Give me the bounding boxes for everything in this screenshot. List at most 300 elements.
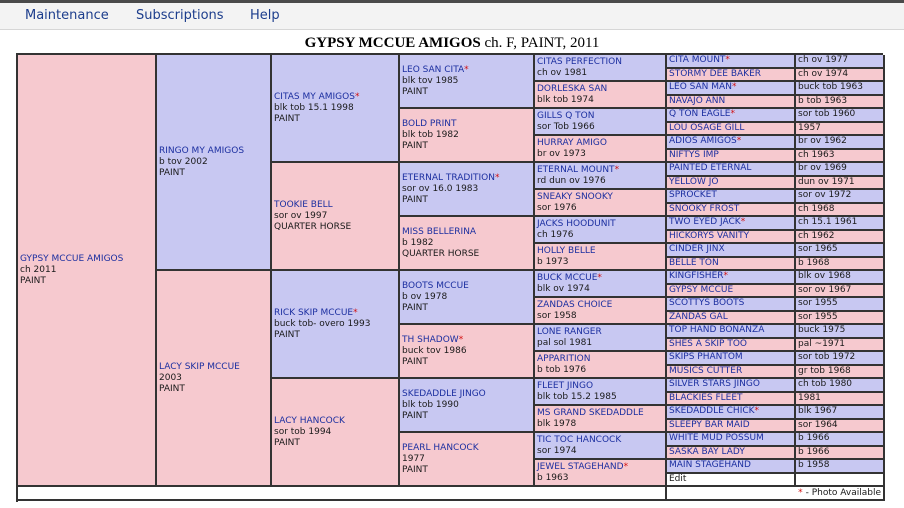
- horse-detail: ch tob 1980: [798, 379, 853, 390]
- photo-available-marker: *: [725, 55, 730, 66]
- gen5-name-cell: [667, 339, 796, 353]
- horse-name-link[interactable]: MAIN STAGEHAND: [669, 460, 751, 471]
- horse-name-link[interactable]: ETERNAL TRADITION: [402, 172, 495, 183]
- horse-detail: b 1982: [402, 237, 434, 248]
- horse-name-link[interactable]: SASKA BAY LADY: [669, 446, 745, 457]
- gen5-name-cell: [667, 366, 796, 380]
- horse-name-line: [537, 327, 663, 338]
- edit-link[interactable]: Edit: [669, 473, 687, 484]
- gen5-name-cell: [667, 460, 796, 474]
- horse-name-line: [274, 416, 396, 427]
- gen5-name-cell: [667, 433, 796, 447]
- horse-name-link[interactable]: SNEAKY SNOOKY: [537, 191, 613, 202]
- gen5-info-cell: [796, 123, 885, 137]
- pedigree-cell: [535, 406, 667, 433]
- gen5-info-cell: [796, 379, 885, 393]
- photo-available-marker: *: [740, 217, 746, 228]
- horse-detail: blk tob 15.2 1985: [537, 391, 617, 402]
- horse-name-line: [537, 192, 663, 203]
- menu-subscriptions[interactable]: Subscriptions: [136, 8, 224, 23]
- horse-name-link[interactable]: PAINTED ETERNAL: [669, 163, 752, 174]
- horse-name-link[interactable]: TOP HAND BONANZA: [669, 325, 765, 336]
- horse-name-line: [669, 82, 792, 93]
- horse-name-link[interactable]: ZANDAS CHOICE: [537, 299, 613, 310]
- horse-name-line: [669, 298, 792, 309]
- pedigree-cell: [400, 379, 535, 433]
- horse-name-line: [669, 393, 792, 404]
- gen5-name-cell: [667, 177, 796, 191]
- gen5-name-cell: [667, 298, 796, 312]
- horse-detail: sor ov 1967: [798, 284, 852, 295]
- horse-name-link[interactable]: NIFTYS IMP: [669, 149, 719, 160]
- horse-detail: QUARTER HORSE: [402, 248, 480, 259]
- gen5-info-cell: [796, 352, 885, 366]
- horse-detail: pal sol 1981: [537, 337, 593, 348]
- horse-detail: blk ov 1968: [798, 271, 851, 282]
- gen5-info-cell: [796, 109, 885, 123]
- horse-detail: ch 1962: [798, 230, 835, 241]
- horse-detail: b 1973: [537, 256, 569, 267]
- gen5-info-cell: [796, 420, 885, 434]
- horse-detail: sor 1965: [798, 244, 838, 255]
- horse-name-line: [669, 258, 792, 269]
- horse-name-link[interactable]: GYPSY MCCUE: [669, 284, 734, 295]
- gen5-info-cell: [796, 325, 885, 339]
- pedigree-cell: [535, 298, 667, 325]
- horse-detail: b tob 1976: [537, 364, 587, 375]
- gen5-info-cell: [796, 244, 885, 258]
- horse-detail: br ov 1962: [798, 136, 847, 147]
- gen5-info-cell: [796, 231, 885, 245]
- pedigree-cell: [535, 217, 667, 244]
- horse-detail: 2003: [159, 372, 182, 383]
- horse-name-link[interactable]: WHITE MUD POSSUM: [669, 433, 764, 444]
- pedigree-cell: [535, 271, 667, 298]
- horse-name-line: [669, 460, 792, 471]
- subject-cell: [18, 55, 157, 487]
- pedigree-cell: [400, 271, 535, 325]
- horse-name-link[interactable]: SCOTTYS BOOTS: [669, 298, 745, 309]
- gen5-name-cell: [667, 96, 796, 110]
- horse-name-line: [669, 420, 792, 431]
- pedigree-cell: [272, 163, 400, 271]
- horse-name-link[interactable]: LACY HANCOCK: [274, 415, 345, 426]
- horse-name-line: [669, 55, 792, 66]
- edit-cell: [667, 474, 796, 488]
- horse-name-line: [669, 136, 792, 147]
- gen5-name-cell: [667, 150, 796, 164]
- gen5-name-cell: [667, 393, 796, 407]
- pedigree-cell: [535, 136, 667, 163]
- horse-name-line: [274, 308, 396, 319]
- horse-name-line: [537, 408, 663, 419]
- horse-name-link[interactable]: SLEEPY BAR MAID: [669, 419, 750, 430]
- pedigree-cell: [400, 109, 535, 163]
- horse-name-link[interactable]: PEARL HANCOCK: [402, 442, 479, 453]
- title-details: ch. F, PAINT, 2011: [480, 35, 600, 51]
- horse-name-link[interactable]: SHES A SKIP TOO: [669, 338, 747, 349]
- pedigree-cell: [535, 433, 667, 460]
- pedigree-cell: [272, 55, 400, 163]
- horse-name-line: [669, 69, 792, 80]
- horse-name-link[interactable]: HICKORYS VANITY: [669, 230, 750, 241]
- photo-available-marker: *: [614, 164, 620, 175]
- photo-available-marker: *: [754, 406, 760, 417]
- horse-detail: PAINT: [402, 194, 428, 205]
- horse-detail: blk tob 1990: [402, 399, 459, 410]
- horse-name-link[interactable]: MUSICS CUTTER: [669, 365, 743, 376]
- gen5-info-cell: [796, 190, 885, 204]
- horse-name-link[interactable]: CITAS PERFECTION: [537, 56, 622, 67]
- horse-name-line: [274, 200, 396, 211]
- horse-name-line: [402, 119, 531, 130]
- horse-name-line: [402, 335, 531, 346]
- pedigree-cell: [157, 271, 272, 487]
- photo-available-marker: *: [458, 334, 464, 345]
- horse-name-line: [402, 65, 531, 76]
- gen5-name-cell: [667, 123, 796, 137]
- horse-name-link[interactable]: GILLS Q TON: [537, 110, 595, 121]
- horse-detail: b 1963: [537, 472, 569, 483]
- horse-detail: pal ~1971: [798, 338, 846, 349]
- gen5-info-cell: [796, 298, 885, 312]
- horse-name-link[interactable]: CITA MOUNT: [669, 55, 726, 66]
- pedigree-cell: [400, 433, 535, 487]
- horse-name-line: [669, 366, 792, 377]
- horse-detail: PAINT: [402, 464, 428, 475]
- horse-name-link[interactable]: SKEDADDLE JINGO: [402, 388, 486, 399]
- gen5-name-cell: [667, 258, 796, 272]
- horse-name-link[interactable]: YELLOW JO: [669, 176, 719, 187]
- title-horse-name: GYPSY MCCUE AMIGOS: [304, 35, 481, 51]
- gen5-name-cell: [667, 204, 796, 218]
- pedigree-cell: [272, 271, 400, 379]
- gen5-name-cell: [667, 420, 796, 434]
- pedigree-cell: [535, 82, 667, 109]
- menu-help[interactable]: Help: [250, 8, 280, 23]
- horse-name-link[interactable]: LONE RANGER: [537, 326, 602, 337]
- horse-detail: blk ov 1974: [537, 283, 590, 294]
- horse-name-line: [669, 352, 792, 363]
- gen5-name-cell: [667, 271, 796, 285]
- horse-name-line: [537, 300, 663, 311]
- horse-name-line: [537, 273, 663, 284]
- photo-available-marker: *: [494, 172, 500, 183]
- horse-detail: br ov 1973: [537, 148, 586, 159]
- horse-name-link[interactable]: CITAS MY AMIGOS: [274, 91, 355, 102]
- horse-name-line: [669, 325, 792, 336]
- horse-name-link[interactable]: SPROCKET: [669, 190, 717, 201]
- gen5-name-cell: [667, 163, 796, 177]
- horse-name-link[interactable]: Q TON EAGLE: [669, 109, 731, 120]
- horse-name-link[interactable]: SKIPS PHANTOM: [669, 352, 743, 363]
- horse-detail: sor 1958: [537, 310, 577, 321]
- horse-name-line: [402, 173, 531, 184]
- horse-detail: sor ov 16.0 1983: [402, 183, 479, 194]
- horse-name-line: [537, 111, 663, 122]
- horse-name-link[interactable]: ZANDAS GAL: [669, 311, 728, 322]
- horse-name-line: [669, 96, 792, 107]
- horse-name-link[interactable]: CINDER JINX: [669, 244, 725, 255]
- gen5-info-cell: [796, 460, 885, 474]
- horse-name-line: [669, 109, 792, 120]
- horse-name-link[interactable]: LEO SAN CITA: [402, 64, 465, 75]
- horse-detail: b tov 2002: [159, 156, 208, 167]
- pedigree-cell: [535, 352, 667, 379]
- legend-text: - Photo Available: [805, 488, 881, 498]
- horse-name-line: [669, 123, 792, 134]
- gen5-name-cell: [667, 379, 796, 393]
- horse-name-line: [669, 406, 792, 417]
- gen5-info-cell: [796, 136, 885, 150]
- gen5-name-cell: [667, 447, 796, 461]
- horse-name-link[interactable]: RINGO MY AMIGOS: [159, 145, 245, 156]
- photo-available-marker: *: [623, 461, 629, 472]
- horse-name-line: [20, 254, 153, 265]
- gen5-info-cell: [796, 339, 885, 353]
- horse-detail: ch 1968: [798, 203, 835, 214]
- horse-detail: ch ov 1974: [798, 68, 849, 79]
- horse-name-line: [537, 219, 663, 230]
- gen5-info-cell: [796, 55, 885, 69]
- horse-name-line: [402, 443, 531, 454]
- gen5-name-cell: [667, 69, 796, 83]
- horse-name-line: [669, 339, 792, 350]
- gen5-name-cell: [667, 217, 796, 231]
- horse-detail: sor 1964: [798, 419, 838, 430]
- horse-detail: b 1966: [798, 433, 830, 444]
- horse-name-link[interactable]: ADIOS AMIGOS: [669, 136, 737, 147]
- horse-detail: b ov 1978: [402, 291, 448, 302]
- horse-detail: ch 1963: [798, 149, 835, 160]
- horse-name-link[interactable]: LEO SAN MAN: [669, 82, 732, 93]
- pedigree-cell: [400, 55, 535, 109]
- horse-detail: blk tob 1982: [402, 129, 459, 140]
- horse-detail: b 1958: [798, 460, 830, 471]
- horse-detail: 1957: [798, 122, 821, 133]
- horse-name-line: [537, 138, 663, 149]
- horse-detail: sor tob 1960: [798, 109, 856, 120]
- horse-detail: ch 1976: [537, 229, 574, 240]
- horse-detail: sor ov 1997: [274, 210, 328, 221]
- horse-detail: blk tob 1974: [537, 94, 594, 105]
- gen5-info-cell: [796, 96, 885, 110]
- horse-name-line: [537, 84, 663, 95]
- gen5-name-cell: [667, 352, 796, 366]
- horse-detail: buck 1975: [798, 325, 846, 336]
- horse-name-line: [537, 354, 663, 365]
- gen5-info-cell: [796, 150, 885, 164]
- photo-available-marker: *: [353, 307, 358, 318]
- horse-detail: blk tob 15.1 1998: [274, 102, 354, 113]
- pedigree-cell: [400, 217, 535, 271]
- pedigree-cell: [535, 55, 667, 82]
- photo-available-marker: *: [730, 109, 735, 120]
- horse-detail: sor 1955: [798, 311, 838, 322]
- horse-name-link[interactable]: SKEDADDLE CHICK: [669, 406, 755, 417]
- horse-detail: ch 15.1 1961: [798, 217, 858, 228]
- horse-name-link[interactable]: LOU OSAGE GILL: [669, 122, 745, 133]
- horse-name-link[interactable]: GYPSY MCCUE AMIGOS: [20, 253, 124, 264]
- horse-detail: buck tov 1986: [402, 345, 467, 356]
- photo-available-marker: *: [354, 91, 360, 102]
- horse-name-link[interactable]: TWO EYED JACK: [669, 217, 741, 228]
- horse-name-line: [402, 389, 531, 400]
- horse-name-link[interactable]: SILVER STARS JINGO: [669, 379, 760, 390]
- horse-name-line: [669, 379, 792, 390]
- horse-name-link[interactable]: BOOTS MCCUE: [402, 280, 469, 291]
- menu-maintenance[interactable]: Maintenance: [25, 8, 109, 23]
- horse-detail: 1977: [402, 453, 425, 464]
- horse-name-line: [537, 381, 663, 392]
- pedigree-cell: [535, 244, 667, 271]
- horse-name-link[interactable]: APPARITION: [537, 353, 591, 364]
- horse-detail: blk 1967: [798, 406, 838, 417]
- horse-name-line: [669, 312, 792, 323]
- horse-detail: PAINT: [402, 410, 428, 421]
- legend-marker: *: [798, 488, 803, 498]
- horse-name-link[interactable]: NAVAJO ANN: [669, 95, 726, 106]
- gen5-name-cell: [667, 285, 796, 299]
- horse-name-line: [669, 285, 792, 296]
- pedigree-cell: [535, 163, 667, 190]
- photo-available-marker: *: [731, 82, 737, 93]
- page-title: [0, 35, 904, 52]
- horse-name-link[interactable]: RICK SKIP MCCUE: [274, 307, 354, 318]
- pedigree-cell: [535, 109, 667, 136]
- horse-detail: sor ov 1972: [798, 190, 852, 201]
- horse-name-line: [669, 163, 792, 174]
- gen5-info-cell: [796, 271, 885, 285]
- horse-name-link[interactable]: BOLD PRINT: [402, 118, 457, 129]
- horse-name-link[interactable]: DORLESKA SAN: [537, 83, 608, 94]
- gen5-info-cell: [796, 204, 885, 218]
- pedigree-cell: [400, 163, 535, 217]
- horse-detail: ch ov 1981: [537, 67, 588, 78]
- horse-detail: blk tov 1985: [402, 75, 459, 86]
- empty-cell: [796, 474, 885, 488]
- gen5-info-cell: [796, 82, 885, 96]
- gen5-info-cell: [796, 258, 885, 272]
- gen5-name-cell: [667, 231, 796, 245]
- pedigree-cell: [535, 379, 667, 406]
- horse-detail: ch ov 1977: [798, 55, 849, 66]
- horse-name-link[interactable]: HURRAY AMIGO: [537, 137, 607, 148]
- horse-name-link[interactable]: ETERNAL MOUNT: [537, 164, 615, 175]
- horse-name-line: [669, 217, 792, 228]
- horse-name-line: [537, 246, 663, 257]
- horse-name-link[interactable]: TIC TOC HANCOCK: [537, 434, 622, 445]
- horse-name-link[interactable]: STORMY DEE BAKER: [669, 68, 762, 79]
- horse-detail: QUARTER HORSE: [274, 221, 352, 232]
- horse-detail: ch 2011: [20, 264, 57, 275]
- horse-detail: gr tob 1968: [798, 365, 851, 376]
- gen5-info-cell: [796, 393, 885, 407]
- horse-name-line: [274, 92, 396, 103]
- horse-name-link[interactable]: TH SHADOW: [402, 334, 459, 345]
- horse-detail: PAINT: [159, 383, 185, 394]
- horse-name-line: [537, 165, 663, 176]
- gen5-info-cell: [796, 285, 885, 299]
- horse-detail: 1981: [798, 392, 821, 403]
- horse-name-link[interactable]: HOLLY BELLE: [537, 245, 596, 256]
- horse-name-line: [669, 177, 792, 188]
- horse-detail: buck tob 1963: [798, 82, 863, 93]
- horse-detail: PAINT: [274, 437, 300, 448]
- menu-bar: [0, 3, 904, 30]
- horse-name-line: [669, 447, 792, 458]
- horse-name-line: [669, 244, 792, 255]
- horse-detail: PAINT: [402, 140, 428, 151]
- horse-detail: b 1966: [798, 446, 830, 457]
- horse-name-link[interactable]: BUCK MCCUE: [537, 272, 598, 283]
- footer-blank: [18, 487, 667, 501]
- pedigree-cell: [157, 55, 272, 271]
- gen5-name-cell: [667, 325, 796, 339]
- horse-detail: PAINT: [159, 167, 185, 178]
- horse-name-link[interactable]: FLEET JINGO: [537, 380, 594, 391]
- horse-name-line: [669, 231, 792, 242]
- horse-name-link[interactable]: KINGFISHER: [669, 271, 724, 282]
- horse-name-line: [537, 57, 663, 68]
- gen5-name-cell: [667, 244, 796, 258]
- gen5-name-cell: [667, 55, 796, 69]
- horse-name-line: [669, 433, 792, 444]
- gen5-info-cell: [796, 217, 885, 231]
- horse-name-link[interactable]: BELLE TON: [669, 257, 719, 268]
- gen5-info-cell: [796, 366, 885, 380]
- pedigree-cell: [535, 325, 667, 352]
- pedigree-chart: [16, 53, 883, 502]
- pedigree-cell: [535, 460, 667, 487]
- horse-name-line: [402, 227, 531, 238]
- gen5-info-cell: [796, 406, 885, 420]
- horse-name-link[interactable]: BLACKIES FLEET: [669, 392, 743, 403]
- horse-name-line: [537, 462, 663, 473]
- horse-detail: br ov 1969: [798, 163, 847, 174]
- horse-name-line: [669, 204, 792, 215]
- horse-name-link[interactable]: JEWEL STAGEHAND: [537, 461, 624, 472]
- horse-name-link[interactable]: MS GRAND SKEDADDLE: [537, 407, 644, 418]
- horse-detail: dun ov 1971: [798, 176, 855, 187]
- gen5-name-cell: [667, 82, 796, 96]
- horse-name-link[interactable]: SNOOKY FROST: [669, 203, 740, 214]
- gen5-info-cell: [796, 69, 885, 83]
- gen5-name-cell: [667, 406, 796, 420]
- horse-detail: sor tob 1972: [798, 352, 856, 363]
- horse-detail: sor 1974: [537, 445, 577, 456]
- horse-detail: b tob 1963: [798, 95, 848, 106]
- horse-detail: sor 1955: [798, 298, 838, 309]
- gen5-info-cell: [796, 163, 885, 177]
- horse-detail: PAINT: [402, 356, 428, 367]
- photo-available-marker: *: [723, 271, 729, 282]
- horse-detail: sor Tob 1966: [537, 121, 595, 132]
- horse-detail: PAINT: [20, 275, 46, 286]
- pedigree-cell: [535, 190, 667, 217]
- horse-name-line: [669, 271, 792, 282]
- horse-detail: sor 1976: [537, 202, 577, 213]
- pedigree-cell: [400, 325, 535, 379]
- horse-name-link[interactable]: MISS BELLERINA: [402, 226, 477, 237]
- pedigree-cell: [272, 379, 400, 487]
- horse-name-link[interactable]: LACY SKIP MCCUE: [159, 361, 240, 372]
- horse-name-line: [537, 435, 663, 446]
- horse-name-link[interactable]: TOOKIE BELL: [274, 199, 333, 210]
- horse-name-link[interactable]: JACKS HOODUNIT: [537, 218, 616, 229]
- photo-legend: [667, 487, 885, 501]
- gen5-info-cell: [796, 177, 885, 191]
